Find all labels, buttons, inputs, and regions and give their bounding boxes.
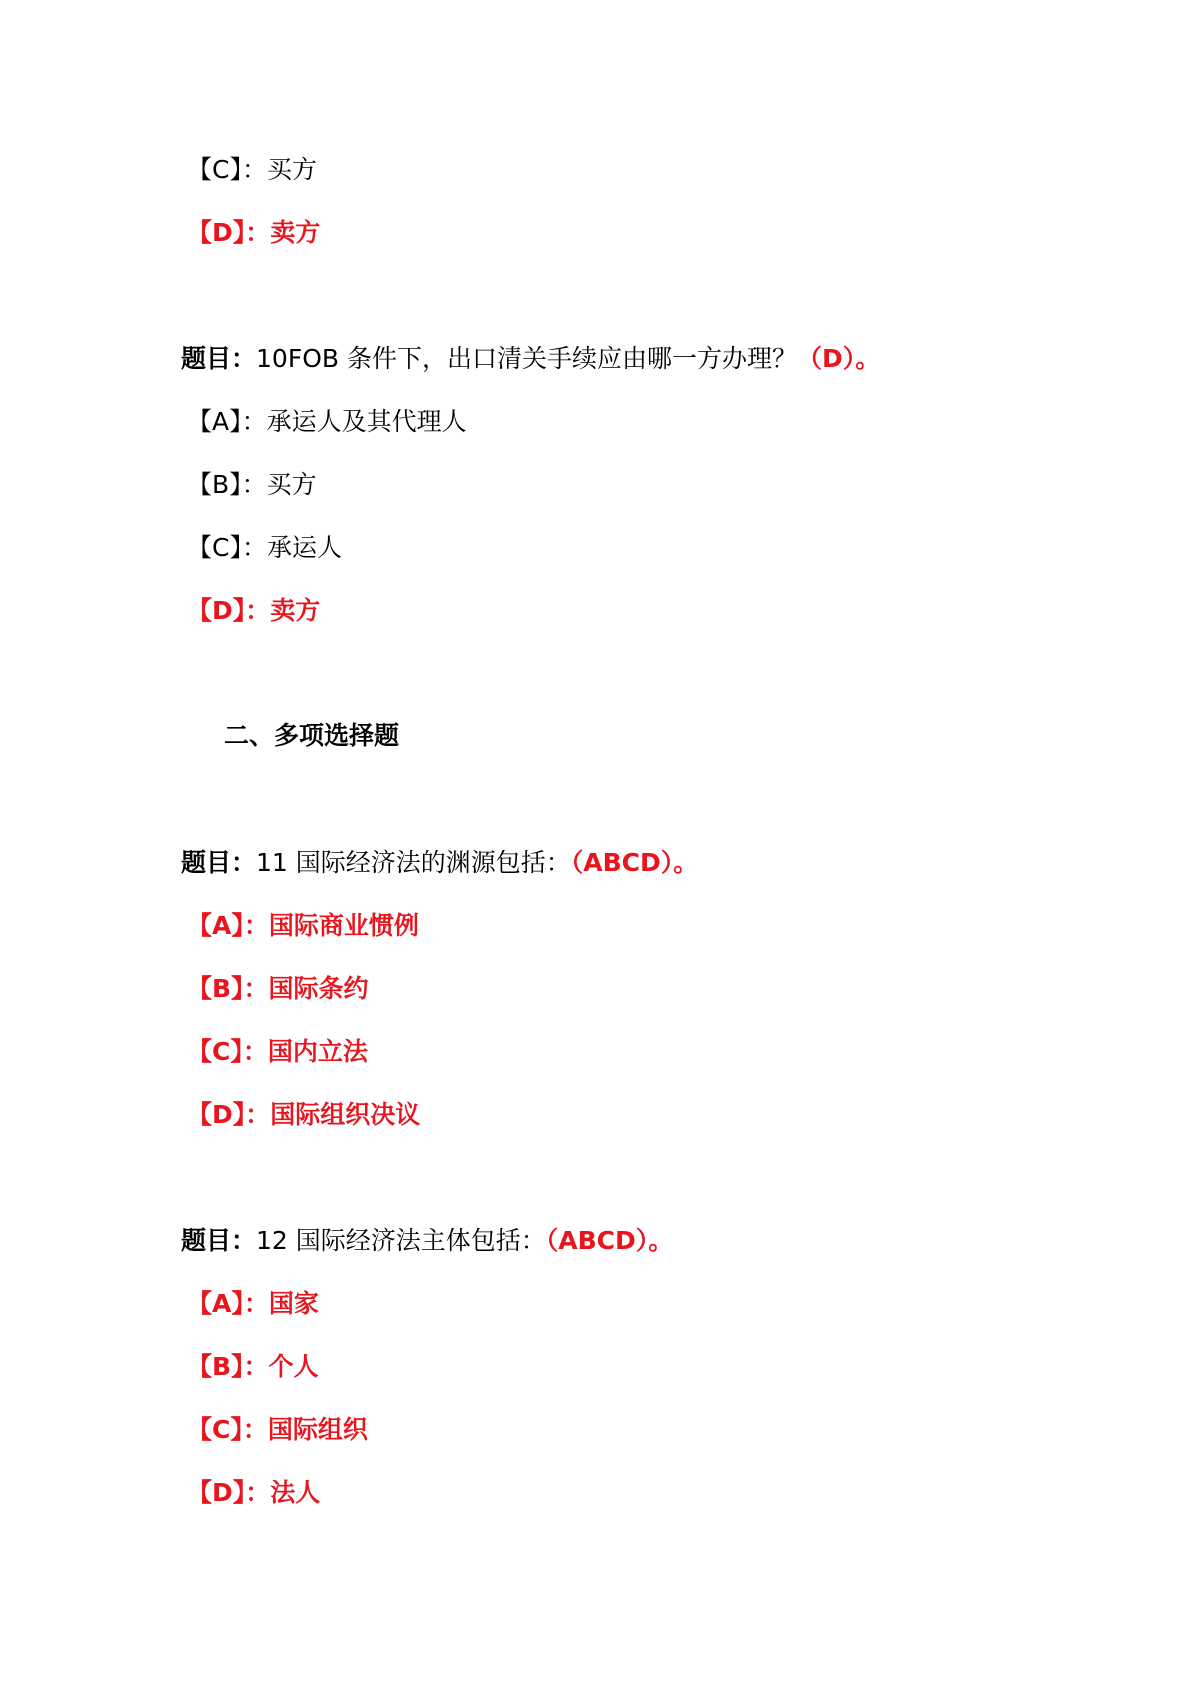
question-prefix: 题目： (181, 848, 257, 877)
question-text: 12 国际经济法主体包括： (256, 1226, 546, 1255)
q11-option-a-answer: 【A】：国际商业惯例 (187, 911, 419, 940)
answer-label: （ABCD）。 (570, 848, 699, 877)
answer-label: （ABCD）。 (545, 1226, 674, 1255)
question-prefix: 题目： (181, 1226, 257, 1255)
q10-question (181, 342, 880, 376)
q12-option-a-answer: 【A】：国家 (187, 1289, 319, 1318)
q10-option-d-answer: 【D】：卖方 (187, 596, 321, 625)
q9-option-d-answer: 【D】：卖方 (187, 218, 321, 247)
q11-option-d-answer: 【D】：国际组织决议 (187, 1100, 421, 1129)
q12-option-c-answer: 【C】：国际组织 (187, 1415, 368, 1444)
q12-option-d-answer: 【D】：法人 (187, 1478, 321, 1507)
q9-option-c: 【C】：买方 (187, 155, 317, 184)
q11-question (181, 846, 698, 880)
section-heading: 二、多项选择题 (224, 721, 400, 750)
answer-label: （D）。 (796, 344, 881, 373)
q10-option-c: 【C】：承运人 (187, 533, 342, 562)
q12-question (181, 1224, 673, 1258)
q10-option-a: 【A】：承运人及其代理人 (187, 407, 467, 436)
question-prefix: 题目： (181, 344, 257, 373)
question-text: 11 国际经济法的渊源包括： (256, 848, 571, 877)
q10-option-b: 【B】：买方 (187, 470, 317, 499)
q11-option-b-answer: 【B】：国际条约 (187, 974, 369, 1003)
q11-option-c-answer: 【C】：国内立法 (187, 1037, 368, 1066)
q12-option-b-answer: 【B】：个人 (187, 1352, 319, 1381)
question-text: 10FOB 条件下，出口清关手续应由哪一方办理？ (256, 344, 797, 373)
